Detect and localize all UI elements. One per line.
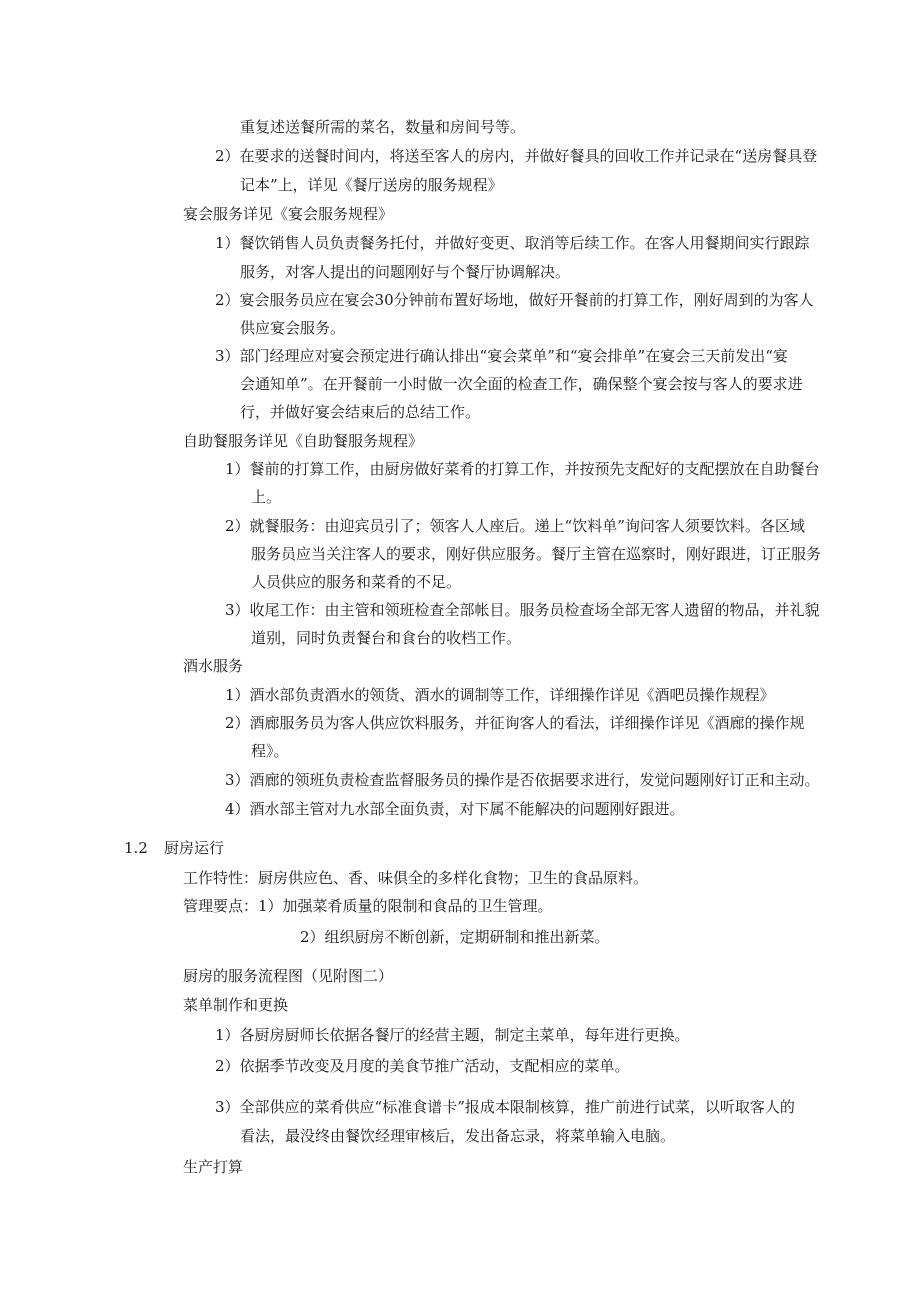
kitchen-flowchart-ref: 厨房的服务流程图（见附图二） [183,967,394,985]
beverage-item-3: 3）酒廊的领班负责检查监督服务员的操作是否依据要求进行，发觉问题刚好订正和主动。 [225,771,820,789]
banquet-item-3-line-2: 会通知单”。在开餐前一小时做一次全面的检查工作，确保整个宴会按与客人的要求进 [240,375,803,393]
beverage-item-2-line-1: 2）酒廊服务员为客人供应饮料服务，并征询客人的看法，详细操作详见《酒廊的操作规 [225,714,805,732]
banquet-item-1-line-2: 服务，对客人提出的问题刚好与个餐厅协调解决。 [240,263,571,281]
menu-item-2: 2）依据季节改变及月度的美食节推广活动，支配相应的菜单。 [215,1057,630,1075]
banquet-item-2-line-2: 供应宴会服务。 [240,319,346,337]
room-service-continuation: 重复述送餐所需的菜名，数量和房间号等。 [240,118,526,136]
buffet-item-3-line-2: 道别，同时负责餐台和食台的收档工作。 [251,629,522,647]
kitchen-features: 工作特性：厨房供应色、香、味俱全的多样化食物；卫生的食品原料。 [183,869,649,887]
production-heading: 生产打算 [183,1158,244,1176]
beverage-heading: 酒水服务 [183,657,244,675]
kitchen-management-line-1: 管理要点：1）加强菜肴质量的限制和食品的卫生管理。 [183,897,553,915]
beverage-item-4: 4）酒水部主管对九水部全面负责，对下属不能解决的问题刚好跟进。 [225,800,685,818]
buffet-item-1-line-1: 1）餐前的打算工作，由厨房做好菜肴的打算工作，并按预先支配好的支配摆放在自助餐台 [225,460,820,478]
banquet-heading: 宴会服务详见《宴会服务规程》 [183,205,394,223]
buffet-item-2-line-1: 2）就餐服务：由迎宾员引了；领客人人座后。递上“饮料单”询问客人须要饮料。各区域 [225,517,805,535]
buffet-heading: 自助餐服务详见《自助餐服务规程》 [183,432,424,450]
menu-item-3-line-2: 看法，最没终由餐饮经理审核后，发出备忘录，将菜单输入电脑。 [240,1127,676,1145]
buffet-item-2-line-2: 服务员应当关注客人的要求，刚好供应服务。餐厅主管在巡察时，刚好跟进，订正服务 [251,545,822,563]
buffet-item-1-line-2: 上。 [251,488,282,506]
banquet-item-1-line-1: 1）餐饮销售人员负责餐务托付，并做好变更、取消等后续工作。在客人用餐期间实行跟踪 [215,234,810,252]
menu-item-3-line-1: 3）全部供应的菜肴供应“标准食谱卡”报成本限制核算，推广前进行试菜，以听取客人的 [215,1098,795,1116]
menu-item-1: 1）各厨房厨师长依据各餐厅的经营主题，制定主菜单，每年进行更换。 [215,1026,690,1044]
buffet-item-2-line-3: 人员供应的服务和菜肴的不足。 [251,573,462,591]
banquet-item-3-line-3: 行，并做好宴会结束后的总结工作。 [240,403,481,421]
beverage-item-2-line-2: 程》。 [251,742,289,760]
section-title: 厨房运行 [164,839,225,857]
beverage-item-1: 1）酒水部负责酒水的领货、酒水的调制等工作，详细操作详见《酒吧员操作规程》 [225,686,775,704]
banquet-item-2-line-1: 2）宴会服务员应在宴会30分钟前布置好场地，做好开餐前的打算工作，刚好周到的为客人 [215,291,814,309]
kitchen-management-line-2: 2）组织厨房不断创新，定期研制和推出新菜。 [300,928,610,946]
buffet-item-3-line-1: 3）收尾工作：由主管和领班检查全部帐目。服务员检查场全部无客人遗留的物品，并礼貌 [225,601,820,619]
room-service-item-2-line-1: 2）在要求的送餐时间内，将送至客人的房内，并做好餐具的回收工作并记录在“送房餐具登 [215,147,818,165]
menu-heading: 菜单制作和更换 [183,996,289,1014]
banquet-item-3-line-1: 3）部门经理应对宴会预定进行确认排出“宴会菜单”和“宴会排单”在宴会三天前发出“宴 [215,347,788,365]
room-service-item-2-line-2: 记本”上，详见《餐厅送房的服务规程》 [240,176,503,194]
section-number: 1.2 [124,839,148,857]
